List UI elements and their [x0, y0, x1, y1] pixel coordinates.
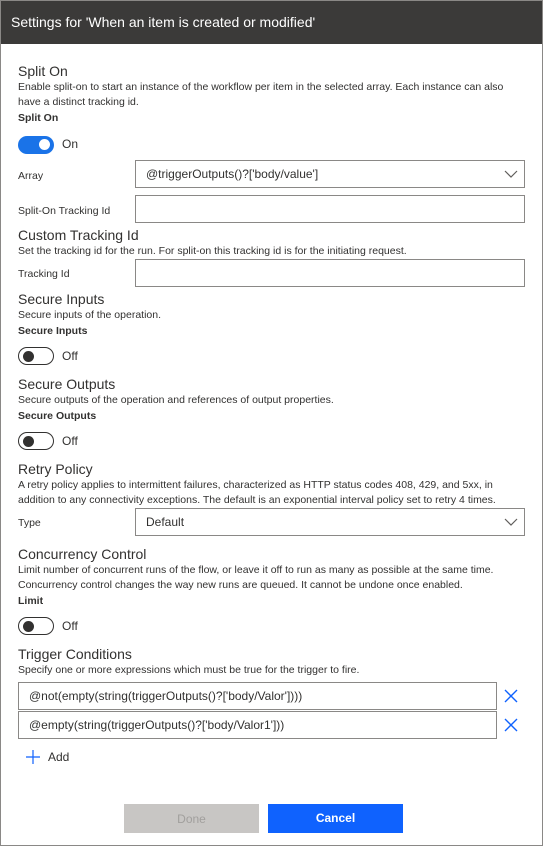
custom-tracking-title: Custom Tracking Id	[18, 227, 139, 243]
split-on-state: On	[62, 137, 79, 151]
plus-icon	[26, 750, 40, 764]
array-label: Array	[18, 170, 44, 182]
custom-tracking-description: Set the tracking id for the run. For split-on this tracking id is for the initiating request.	[18, 245, 407, 257]
secure-inputs-toggle-label: Secure Inputs	[18, 325, 88, 337]
split-on-tracking-input[interactable]	[135, 195, 525, 223]
split-on-tracking-label: Split-On Tracking Id	[18, 205, 111, 217]
retry-policy-description: A retry policy applies to intermittent failures, characterized as HTTP status codes 408, 429, and 5xx, in addition to any connectivity exceptions. The default is an exponential interval policy set to retry 4 times.	[18, 479, 496, 506]
chevron-down-icon	[504, 516, 518, 528]
chevron-down-icon	[504, 168, 518, 180]
secure-inputs-description: Secure inputs of the operation.	[18, 309, 162, 321]
secure-outputs-title: Secure Outputs	[18, 376, 116, 392]
secure-inputs-title: Secure Inputs	[18, 291, 105, 307]
split-on-description: Enable split-on to start an instance of the workflow per item in the selected array. Each instance can also have a distinct tracking id.	[18, 81, 504, 108]
concurrency-toggle[interactable]	[18, 617, 54, 635]
split-on-toggle-label: Split On	[18, 112, 59, 124]
delete-condition-icon[interactable]	[503, 688, 519, 704]
array-dropdown[interactable]	[135, 160, 525, 188]
split-on-toggle[interactable]	[18, 136, 54, 154]
cancel-button[interactable]: Cancel	[268, 804, 403, 833]
tracking-id-input[interactable]	[135, 259, 525, 287]
add-condition-label: Add	[48, 750, 70, 764]
secure-outputs-toggle[interactable]	[18, 432, 54, 450]
delete-condition-icon[interactable]	[503, 717, 519, 733]
toggle-knob	[23, 351, 34, 362]
secure-outputs-description: Secure outputs of the operation and references of output properties.	[18, 394, 334, 406]
secure-inputs-state: Off	[62, 349, 78, 363]
array-value: @triggerOutputs()?['body/value']	[146, 167, 319, 181]
secure-outputs-state: Off	[62, 434, 78, 448]
retry-type-dropdown[interactable]	[135, 508, 525, 536]
concurrency-state: Off	[62, 619, 78, 633]
done-button[interactable]: Done	[124, 804, 259, 833]
secure-inputs-toggle[interactable]	[18, 347, 54, 365]
retry-type-label: Type	[18, 517, 41, 529]
toggle-knob	[23, 621, 34, 632]
add-condition-button[interactable]	[26, 749, 69, 765]
split-on-title: Split On	[18, 63, 68, 79]
secure-outputs-toggle-label: Secure Outputs	[18, 410, 97, 422]
trigger-conditions-title: Trigger Conditions	[18, 646, 132, 662]
concurrency-toggle-label: Limit	[18, 595, 44, 607]
concurrency-description: Limit number of concurrent runs of the flow, or leave it off to run as many as possible at the same time. Concurrency control changes the way new runs are queued. It cannot be undone once enabled.	[18, 564, 494, 591]
trigger-conditions-description: Specify one or more expressions which must be true for the trigger to fire.	[18, 664, 360, 676]
trigger-condition-input[interactable]: @empty(string(triggerOutputs()?['body/Valor1']))	[18, 711, 497, 739]
retry-policy-title: Retry Policy	[18, 461, 93, 477]
toggle-knob	[23, 436, 34, 447]
toggle-knob	[39, 139, 50, 150]
retry-type-value: Default	[146, 515, 185, 529]
tracking-id-label: Tracking Id	[18, 268, 70, 280]
concurrency-title: Concurrency Control	[18, 546, 147, 562]
trigger-condition-input[interactable]: @not(empty(string(triggerOutputs()?['body/Valor'])))	[18, 682, 497, 710]
panel-header: Settings for 'When an item is created or modified'	[1, 1, 542, 44]
